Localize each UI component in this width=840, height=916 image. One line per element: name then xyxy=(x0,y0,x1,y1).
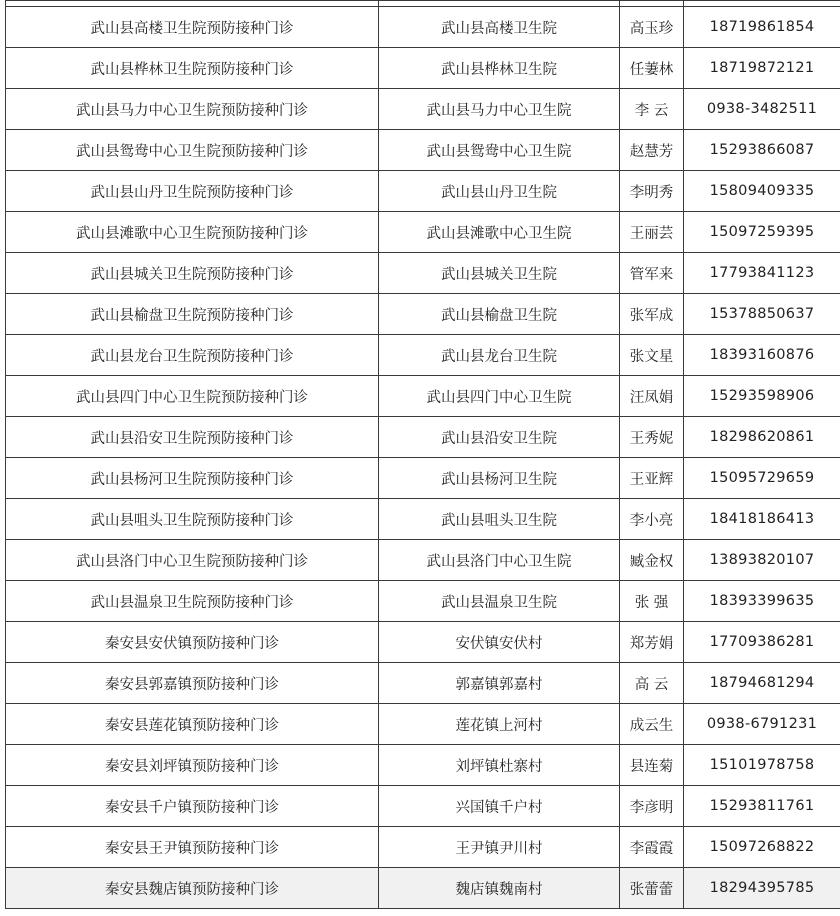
contact-person-cell: 李彦明 xyxy=(620,786,684,827)
phone-number-cell: 18794681294 xyxy=(684,663,840,704)
unit-name-cell: 武山县四门中心卫生院 xyxy=(379,376,620,417)
clinic-name-cell: 秦安县魏店镇预防接种门诊 xyxy=(6,868,379,909)
phone-number-cell: 18294395785 xyxy=(684,868,840,909)
phone-number-cell: 17793841123 xyxy=(684,253,840,294)
table-row xyxy=(6,868,840,909)
clinic-name-cell: 武山县城关卫生院预防接种门诊 xyxy=(6,253,379,294)
table-row xyxy=(6,458,840,499)
contact-person-cell: 王丽芸 xyxy=(620,212,684,253)
clinic-name-cell: 武山县温泉卫生院预防接种门诊 xyxy=(6,581,379,622)
contact-person-cell: 张军成 xyxy=(620,294,684,335)
contact-person-cell: 成云生 xyxy=(620,704,684,745)
phone-number-cell: 15809409335 xyxy=(684,171,840,212)
contact-person-cell: 李明秀 xyxy=(620,171,684,212)
clinic-name-cell: 武山县四门中心卫生院预防接种门诊 xyxy=(6,376,379,417)
table-row xyxy=(6,48,840,89)
phone-number-cell: 18418186413 xyxy=(684,499,840,540)
contact-person-cell: 管军来 xyxy=(620,253,684,294)
table-row xyxy=(6,745,840,786)
contact-person-cell: 李小亮 xyxy=(620,499,684,540)
table-row xyxy=(6,253,840,294)
contact-person-cell: 张文星 xyxy=(620,335,684,376)
clinic-name-cell: 武山县马力中心卫生院预防接种门诊 xyxy=(6,89,379,130)
clinic-name-cell: 武山县沿安卫生院预防接种门诊 xyxy=(6,417,379,458)
unit-name-cell: 安伏镇安伏村 xyxy=(379,622,620,663)
table-row xyxy=(6,171,840,212)
contact-person-cell: 郑芳娟 xyxy=(620,622,684,663)
table-row xyxy=(6,663,840,704)
contact-person-cell: 张 强 xyxy=(620,581,684,622)
unit-name-cell: 武山县咀头卫生院 xyxy=(379,499,620,540)
unit-name-cell: 王尹镇尹川村 xyxy=(379,827,620,868)
unit-name-cell: 武山县榆盘卫生院 xyxy=(379,294,620,335)
phone-number-cell: 15293811761 xyxy=(684,786,840,827)
unit-name-cell: 武山县滩歌中心卫生院 xyxy=(379,212,620,253)
clinic-name-cell: 武山县山丹卫生院预防接种门诊 xyxy=(6,171,379,212)
clinic-name-cell: 秦安县安伏镇预防接种门诊 xyxy=(6,622,379,663)
contact-person-cell: 李 云 xyxy=(620,89,684,130)
clinic-name-cell: 秦安县千户镇预防接种门诊 xyxy=(6,786,379,827)
clinic-name-cell: 武山县滩歌中心卫生院预防接种门诊 xyxy=(6,212,379,253)
phone-number-cell: 15378850637 xyxy=(684,294,840,335)
clinic-name-cell: 武山县杨河卫生院预防接种门诊 xyxy=(6,458,379,499)
clinic-name-cell: 秦安县郭嘉镇预防接种门诊 xyxy=(6,663,379,704)
phone-number-cell: 18393399635 xyxy=(684,581,840,622)
contact-person-cell: 汪凤娟 xyxy=(620,376,684,417)
unit-name-cell: 莲花镇上河村 xyxy=(379,704,620,745)
table-row xyxy=(6,827,840,868)
table-row xyxy=(6,499,840,540)
phone-number-cell: 15101978758 xyxy=(684,745,840,786)
unit-name-cell: 武山县鸳鸯中心卫生院 xyxy=(379,130,620,171)
clinic-name-cell: 武山县咀头卫生院预防接种门诊 xyxy=(6,499,379,540)
phone-number-cell: 18298620861 xyxy=(684,417,840,458)
contact-person-cell: 张蕾蕾 xyxy=(620,868,684,909)
phone-number-cell: 15293598906 xyxy=(684,376,840,417)
phone-number-cell: 15097268822 xyxy=(684,827,840,868)
contact-person-cell: 任萋林 xyxy=(620,48,684,89)
table-row xyxy=(6,7,840,48)
table-row xyxy=(6,704,840,745)
clinic-name-cell: 秦安县王尹镇预防接种门诊 xyxy=(6,827,379,868)
table-row xyxy=(6,335,840,376)
clinic-name-cell: 秦安县刘坪镇预防接种门诊 xyxy=(6,745,379,786)
unit-name-cell: 武山县马力中心卫生院 xyxy=(379,89,620,130)
unit-name-cell: 武山县温泉卫生院 xyxy=(379,581,620,622)
unit-name-cell: 魏店镇魏南村 xyxy=(379,868,620,909)
phone-number-cell: 0938-3482511 xyxy=(684,89,840,130)
contact-table xyxy=(5,0,840,909)
unit-name-cell: 武山县杨河卫生院 xyxy=(379,458,620,499)
unit-name-cell: 武山县沿安卫生院 xyxy=(379,417,620,458)
table-row xyxy=(6,417,840,458)
table-row xyxy=(6,581,840,622)
unit-name-cell: 兴国镇千户村 xyxy=(379,786,620,827)
unit-name-cell: 武山县高楼卫生院 xyxy=(379,7,620,48)
table-row xyxy=(6,294,840,335)
table-row xyxy=(6,89,840,130)
phone-number-cell: 18719861854 xyxy=(684,7,840,48)
contact-person-cell: 臧金权 xyxy=(620,540,684,581)
phone-number-cell: 15293866087 xyxy=(684,130,840,171)
clinic-name-cell: 武山县洛门中心卫生院预防接种门诊 xyxy=(6,540,379,581)
unit-name-cell: 刘坪镇杜寨村 xyxy=(379,745,620,786)
unit-name-cell: 武山县桦林卫生院 xyxy=(379,48,620,89)
contact-person-cell: 赵慧芳 xyxy=(620,130,684,171)
table-row xyxy=(6,376,840,417)
phone-number-cell: 15097259395 xyxy=(684,212,840,253)
table-row xyxy=(6,130,840,171)
phone-number-cell: 13893820107 xyxy=(684,540,840,581)
clinic-name-cell: 武山县桦林卫生院预防接种门诊 xyxy=(6,48,379,89)
phone-number-cell: 0938-6791231 xyxy=(684,704,840,745)
unit-name-cell: 郭嘉镇郭嘉村 xyxy=(379,663,620,704)
table-row xyxy=(6,212,840,253)
table-body xyxy=(6,1,840,909)
contact-person-cell: 高 云 xyxy=(620,663,684,704)
contact-person-cell: 王亚辉 xyxy=(620,458,684,499)
phone-number-cell: 15095729659 xyxy=(684,458,840,499)
unit-name-cell: 武山县龙台卫生院 xyxy=(379,335,620,376)
unit-name-cell: 武山县山丹卫生院 xyxy=(379,171,620,212)
contact-person-cell: 高玉珍 xyxy=(620,7,684,48)
clinic-name-cell: 武山县高楼卫生院预防接种门诊 xyxy=(6,7,379,48)
table-row xyxy=(6,622,840,663)
contact-person-cell: 县连菊 xyxy=(620,745,684,786)
contact-person-cell: 王秀妮 xyxy=(620,417,684,458)
phone-number-cell: 18719872121 xyxy=(684,48,840,89)
phone-number-cell: 17709386281 xyxy=(684,622,840,663)
table-row xyxy=(6,786,840,827)
clinic-name-cell: 武山县鸳鸯中心卫生院预防接种门诊 xyxy=(6,130,379,171)
unit-name-cell: 武山县洛门中心卫生院 xyxy=(379,540,620,581)
phone-number-cell: 18393160876 xyxy=(684,335,840,376)
clinic-name-cell: 武山县榆盘卫生院预防接种门诊 xyxy=(6,294,379,335)
unit-name-cell: 武山县城关卫生院 xyxy=(379,253,620,294)
clinic-name-cell: 秦安县莲花镇预防接种门诊 xyxy=(6,704,379,745)
table-row xyxy=(6,540,840,581)
clinic-name-cell: 武山县龙台卫生院预防接种门诊 xyxy=(6,335,379,376)
contact-person-cell: 李霞霞 xyxy=(620,827,684,868)
